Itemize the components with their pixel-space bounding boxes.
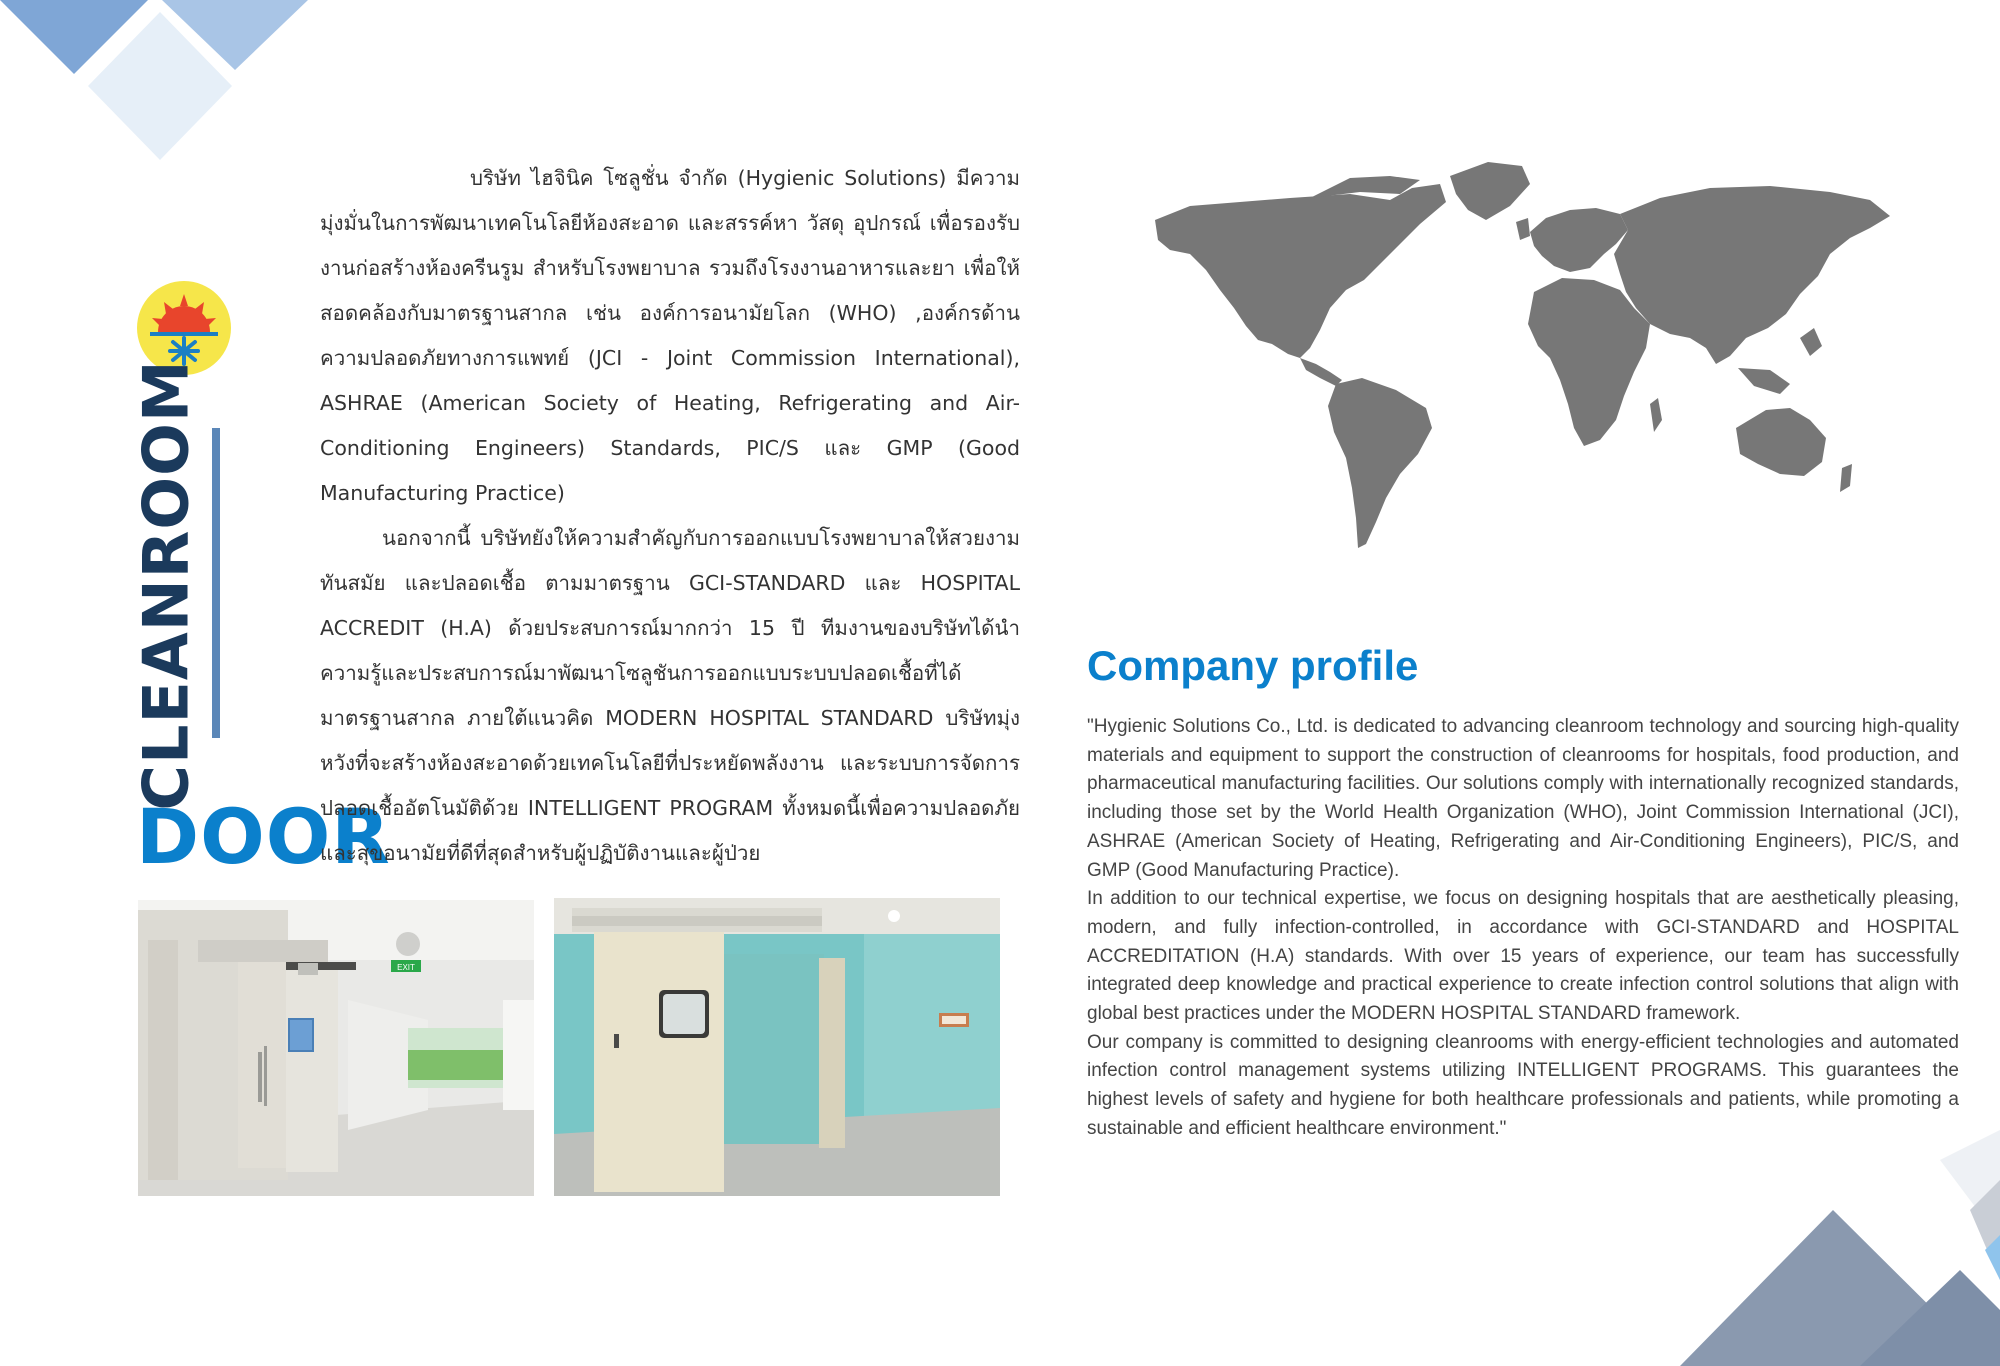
decor-bottom-right <box>1660 1130 2000 1366</box>
thai-paragraph-1: บริษัท ไฮจินิค โซลูชั่น จำกัด (Hygienic Solutions) มีความมุ่งมั่นในการพัฒนาเทคโนโลยีห้องสะอาด และสรรค์หา วัสดุ อุปกรณ์ เพื่อรองรับงานก่อสร้างห้องครีนรูม สำหรับโรงพยาบาล รวมถึงโรงงานอาหารและยา เพื่อให้สอดคล้องกับมาตรฐานสากล เช่น องค์การอนามัยโลก (WHO) ,องค์กรด้านความปลอดภัยทางการแพทย์ (JCI - Joint Commission International), ASHRAE (American Society of Heating, Refrigerating and Air-Conditioning Engineers) Standards, PIC/S และ GMP (Good Manufacturing Practice) <box>320 166 1020 505</box>
hospital-corridor-door-photo <box>138 900 534 1196</box>
profile-paragraph-1: "Hygienic Solutions Co., Ltd. is dedicated to advancing cleanroom technology and sourcing high-quality materials and equipment to support the construction of cleanrooms for hospitals, food production, and pharmaceutical manufacturing facilities. Our solutions comply with internationally recognized standards, including those set by the World Health Organization (WHO), Joint Commission International (JCI), ASHRAE (American Society of Heating, Refrigerating and Air-Conditioning Engineers), PIC/S, and GMP (Good Manufacturing Practice). <box>1087 716 1959 881</box>
door-title: DOOR <box>136 792 391 881</box>
decor-top-left <box>0 0 320 170</box>
cleanroom-title-text: CLEANROOM <box>129 359 203 811</box>
profile-paragraph-3: Our company is committed to designing cleanrooms with energy-efficient technologies and automated infection control management systems utilizing INTELLIGENT PROGRAMS. This guarantees the highest levels of safety and hygiene for both healthcare professionals and patients, while promoting a sustainable and efficient healthcare environment." <box>1087 1031 1959 1139</box>
company-profile-body <box>1087 713 1959 1144</box>
profile-paragraph-2: In addition to our technical expertise, we focus on designing hospitals that are aesthetically pleasing, modern, and fully infection-controlled, in accordance with GCI-STANDARD and HOSPITAL ACCREDITATION (H.A) standards. With over 15 years of experience, our team has successfully integrated deep knowledge and practical experience to create infection control solutions that align with global best practices under the MODERN HOSPITAL STANDARD framework. <box>1087 888 1959 1025</box>
thai-description <box>320 156 1020 876</box>
company-profile-title: Company profile <box>1087 642 1419 689</box>
vertical-accent-bar <box>212 428 220 738</box>
cleanroom-vertical-title <box>129 359 203 811</box>
thai-paragraph-2: นอกจากนี้ บริษัทยังให้ความสำคัญกับการออกแบบโรงพยาบาลให้สวยงาม ทันสมัย และปลอดเชื้อ ตามมาตรฐาน GCI-STANDARD และ HOSPITAL ACCREDIT (H.A) ด้วยประสบการณ์มากกว่า 15 ปี ทีมงานของบริษัทได้นำความรู้และประสบการณ์มาพัฒนาโซลูชันการออกแบบระบบปลอดเชื้อที่ได้มาตรฐานสากล ภายใต้แนวคิด MODERN HOSPITAL STANDARD บริษัทมุ่งหวังที่จะสร้างห้องสะอาดด้วยเทคโนโลยีที่ประหยัดพลังงาน และระบบการจัดการปลอดเชื้ออัตโนมัติด้วย INTELLIGENT PROGRAM ทั้งหมดนี้เพื่อความปลอดภัยและสุขอนามัยที่ดีที่สุดสำหรับผู้ปฏิบัติงานและผู้ป่วย <box>320 526 1020 865</box>
teal-room-sliding-door-photo <box>554 898 1000 1196</box>
world-map-icon <box>1150 158 1890 558</box>
exit-sign-text: EXIT <box>397 963 415 972</box>
